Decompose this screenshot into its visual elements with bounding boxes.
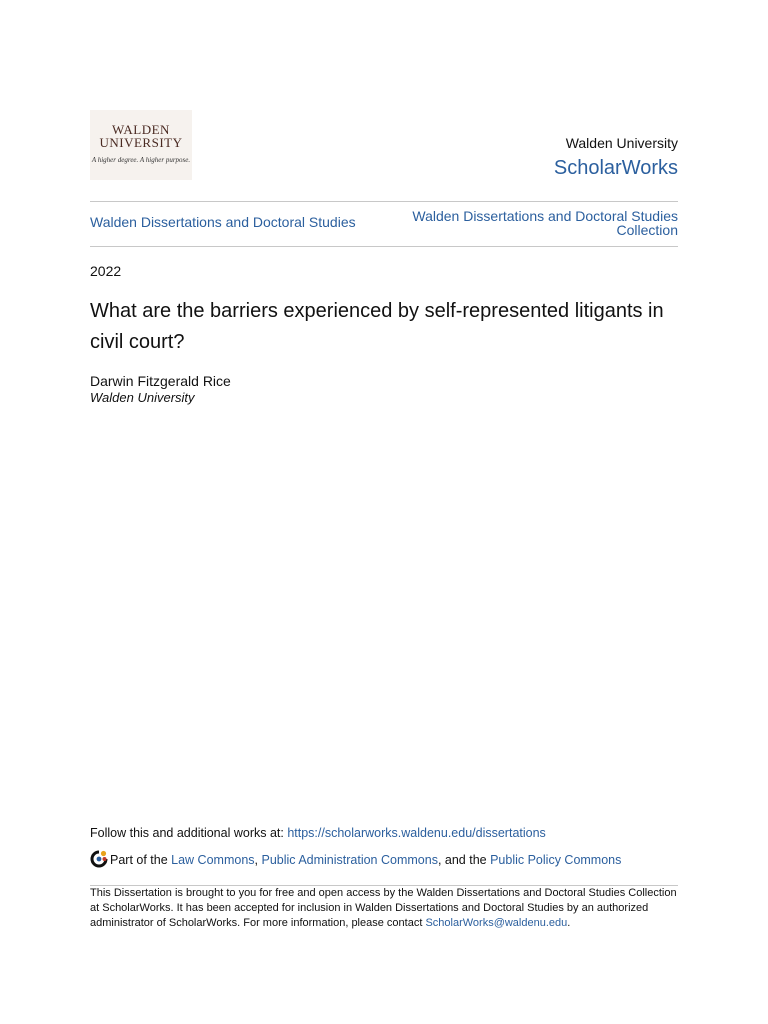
- public-policy-commons-link[interactable]: Public Policy Commons: [490, 853, 622, 867]
- part-of-label: Part of the: [110, 853, 172, 867]
- logo-tagline: A higher degree. A higher purpose.: [91, 156, 191, 164]
- divider-collection: [90, 246, 678, 247]
- scholarworks-link[interactable]: ScholarWorks: [553, 157, 678, 179]
- commons-separator-1: ,: [254, 853, 262, 867]
- notice-end: .: [567, 917, 571, 929]
- collection-link-right-line1: Walden Dissertations and Doctoral Studies: [412, 208, 678, 224]
- collection-link-left[interactable]: Walden Dissertations and Doctoral Studies: [90, 214, 356, 230]
- logo-line-university: UNIVERSITY: [99, 135, 183, 150]
- commons-separator-2: , and the: [437, 853, 491, 867]
- author-affiliation: Walden University: [90, 390, 195, 405]
- law-commons-link[interactable]: Law Commons: [171, 853, 255, 867]
- author-name: Darwin Fitzgerald Rice: [90, 373, 231, 389]
- public-administration-commons-link[interactable]: Public Administration Commons: [261, 853, 438, 867]
- collection-link-right-line2: Collection: [616, 222, 678, 238]
- collection-link-right[interactable]: [378, 209, 678, 237]
- notice-text: This Dissertation is brought to you for free and open access by the Walden Dissertations and Doctoral Studies Collection at ScholarWorks. It has been accepted for inclusion in Walden Dissertations and Doctoral Studies by an authorized administrator of ScholarWorks. For more information, please contact: [90, 887, 677, 929]
- contact-email-link[interactable]: ScholarWorks@waldenu.edu: [425, 917, 568, 929]
- follow-line: [90, 826, 546, 840]
- dissertations-url-link[interactable]: https://scholarworks.waldenu.edu/dissertations: [287, 826, 546, 840]
- logo-line-walden: WALDEN: [112, 122, 170, 137]
- paper-title: What are the barriers experienced by self-represented litigants in civil court?: [90, 300, 664, 353]
- institution-name: Walden University: [565, 135, 678, 151]
- divider-top: [90, 201, 678, 202]
- walden-university-logo: [90, 110, 192, 180]
- follow-label: Follow this and additional works at:: [90, 826, 288, 840]
- part-of-line: [90, 850, 621, 868]
- access-notice: [90, 886, 680, 931]
- bepress-commons-icon: [90, 850, 108, 868]
- publication-year: 2022: [90, 263, 122, 279]
